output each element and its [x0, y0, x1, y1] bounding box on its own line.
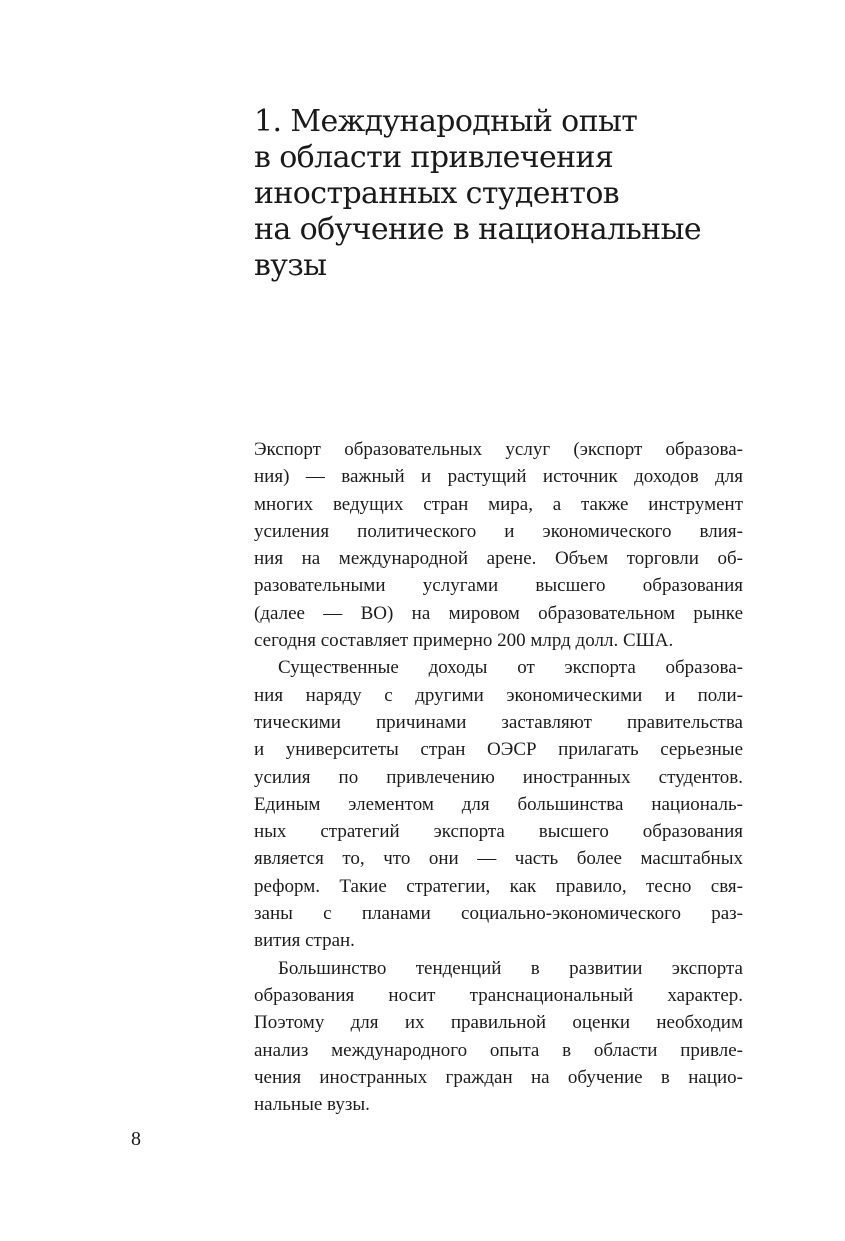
text-line: ния наряду с другими экономическими и поли-: [254, 684, 743, 706]
text-line: Существенные доходы от экспорта образова-: [278, 657, 743, 679]
text-line: и университеты стран ОЭСР прилагать серьезные: [254, 739, 743, 761]
text-line: Большинство тенденций в развитии экспорта: [278, 957, 743, 979]
chapter-title-line: на обучение в национальные: [254, 212, 702, 247]
text-line: ных стратегий экспорта высшего образования: [254, 821, 743, 843]
text-line: вития стран.: [254, 930, 355, 952]
text-line: чения иностранных граждан на обучение в нацио-: [254, 1066, 743, 1088]
text-line: анализ международного опыта в области привле-: [254, 1039, 743, 1061]
page-number: 8: [131, 1128, 141, 1150]
chapter-title-line: в области привлечения: [254, 140, 614, 175]
text-line: сегодня составляет примерно 200 млрд долл. США.: [254, 630, 674, 652]
paragraph-2: [254, 654, 743, 954]
text-line: (далее — ВО) на мировом образовательном рынке: [254, 602, 743, 624]
chapter-title-line: 1. Международный опыт: [254, 104, 638, 139]
text-line: является то, что они — часть более масштабных: [254, 848, 743, 870]
text-line: заны с планами социально-экономического раз-: [254, 903, 743, 925]
text-line: Поэтому для их правильной оценки необходим: [254, 1012, 743, 1034]
chapter-title-line: вузы: [254, 248, 327, 283]
paragraph-3: [254, 955, 743, 1119]
chapter-title: [254, 104, 814, 284]
text-line: усиления политического и экономического влия-: [254, 520, 743, 542]
text-line: разовательными услугами высшего образования: [254, 575, 743, 597]
text-line: Единым элементом для большинства националь-: [254, 793, 743, 815]
body-text: [254, 436, 743, 1118]
text-line: реформ. Такие стратегии, как правило, тесно свя-: [254, 875, 743, 897]
text-line: нальные вузы.: [254, 1094, 370, 1116]
text-line: образования носит транснациональный характер.: [254, 984, 743, 1006]
chapter-title-line: иностранных студентов: [254, 176, 620, 211]
text-line: усилия по привлечению иностранных студентов.: [254, 766, 743, 788]
text-line: ния на международной арене. Объем торговли об-: [254, 548, 743, 570]
text-line: Экспорт образовательных услуг (экспорт образова-: [254, 439, 743, 460]
paragraph-1: [254, 436, 743, 654]
text-line: ния) — важный и растущий источник доходов для: [254, 466, 743, 488]
text-line: тическими причинами заставляют правительства: [254, 711, 743, 733]
text-line: многих ведущих стран мира, а также инструмент: [254, 493, 743, 515]
